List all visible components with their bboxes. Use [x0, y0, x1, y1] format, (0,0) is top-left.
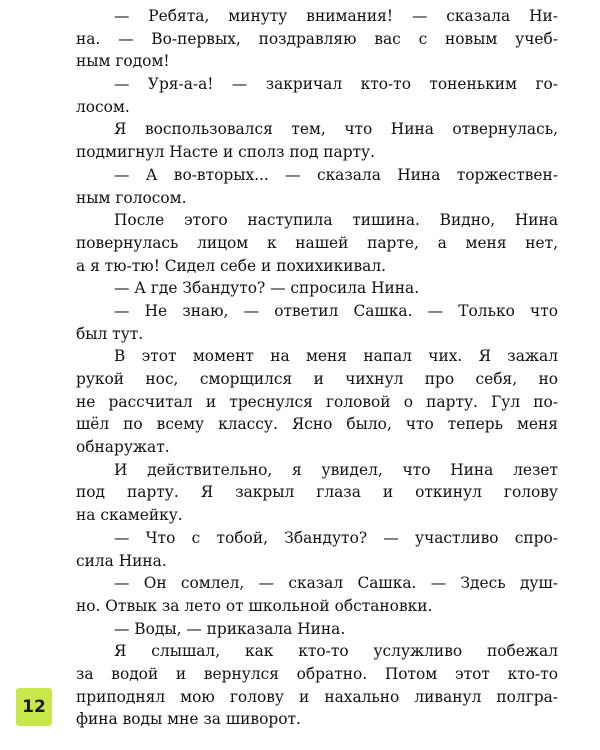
text-line: В этот момент на меня напал чих. Я зажал: [114, 347, 558, 366]
story-text: [76, 5, 558, 731]
text-line: ным голосом.: [76, 188, 187, 207]
text-line: не рассчитал и треснулся головой о парту. Гул по-: [76, 392, 558, 411]
text-line: — Он сомлел, — сказал Сашка. — Здесь душ-: [114, 574, 558, 593]
text-line: на скамейку.: [76, 506, 183, 525]
text-line: — Ребята, минуту внимания! — сказала Ни-: [114, 7, 558, 25]
text-line: После этого наступила тишина. Видно, Нина: [114, 211, 558, 230]
text-line: Я воспользовался тем, что Нина отвернулась,: [114, 120, 558, 139]
text-line: за водой и вернулся обратно. Потом этот кто-то: [76, 664, 558, 683]
text-line: повернулась лицом к нашей парте, а меня нет,: [76, 233, 558, 252]
text-line: И действительно, я увидел, что Нина лезет: [114, 460, 558, 479]
text-line: под парту. Я закрыл глаза и откинул голову: [76, 483, 558, 502]
text-line: — А где Збандуто? — спросила Нина.: [114, 279, 420, 298]
text-line: — Что с тобой, Збандуто? — участливо спро-: [114, 528, 558, 547]
text-line: — А во-вторых... — сказала Нина торжествен-: [114, 165, 558, 184]
text-line: — Не знаю, — ответил Сашка. — Только что: [114, 301, 558, 320]
text-line: но. Отвык за лето от школьной обстановки.: [76, 596, 433, 615]
text-line: лосом.: [76, 97, 130, 116]
text-line: обнаружат.: [76, 438, 170, 457]
text-line: шёл по всему классу. Ясно было, что теперь меня: [76, 415, 558, 434]
text-line: — Уря-а-а! — закричал кто-то тоненьким го-: [114, 75, 558, 94]
text-line: а я тю-тю! Сидел себе и похихикивал.: [76, 256, 386, 275]
text-line: сила Нина.: [76, 551, 167, 570]
text-line: фина воды мне за шиворот.: [76, 710, 301, 729]
text-line: подмигнул Насте и сполз под парту.: [76, 143, 376, 162]
text-line: приподнял мою голову и нахально ливанул полгра-: [76, 687, 558, 706]
text-line: рукой нос, сморщился и чихнул про себя, но: [76, 370, 558, 388]
text-line: ным годом!: [76, 52, 170, 71]
text-line: Я слышал, как кто-то услужливо побежал: [114, 642, 558, 661]
text-line: на. — Во-первых, поздравляю вас с новым учеб-: [76, 29, 558, 48]
text-line: был тут.: [76, 324, 144, 343]
text-line: — Воды, — приказала Нина.: [114, 619, 346, 638]
page-number-badge: 12: [16, 688, 52, 726]
